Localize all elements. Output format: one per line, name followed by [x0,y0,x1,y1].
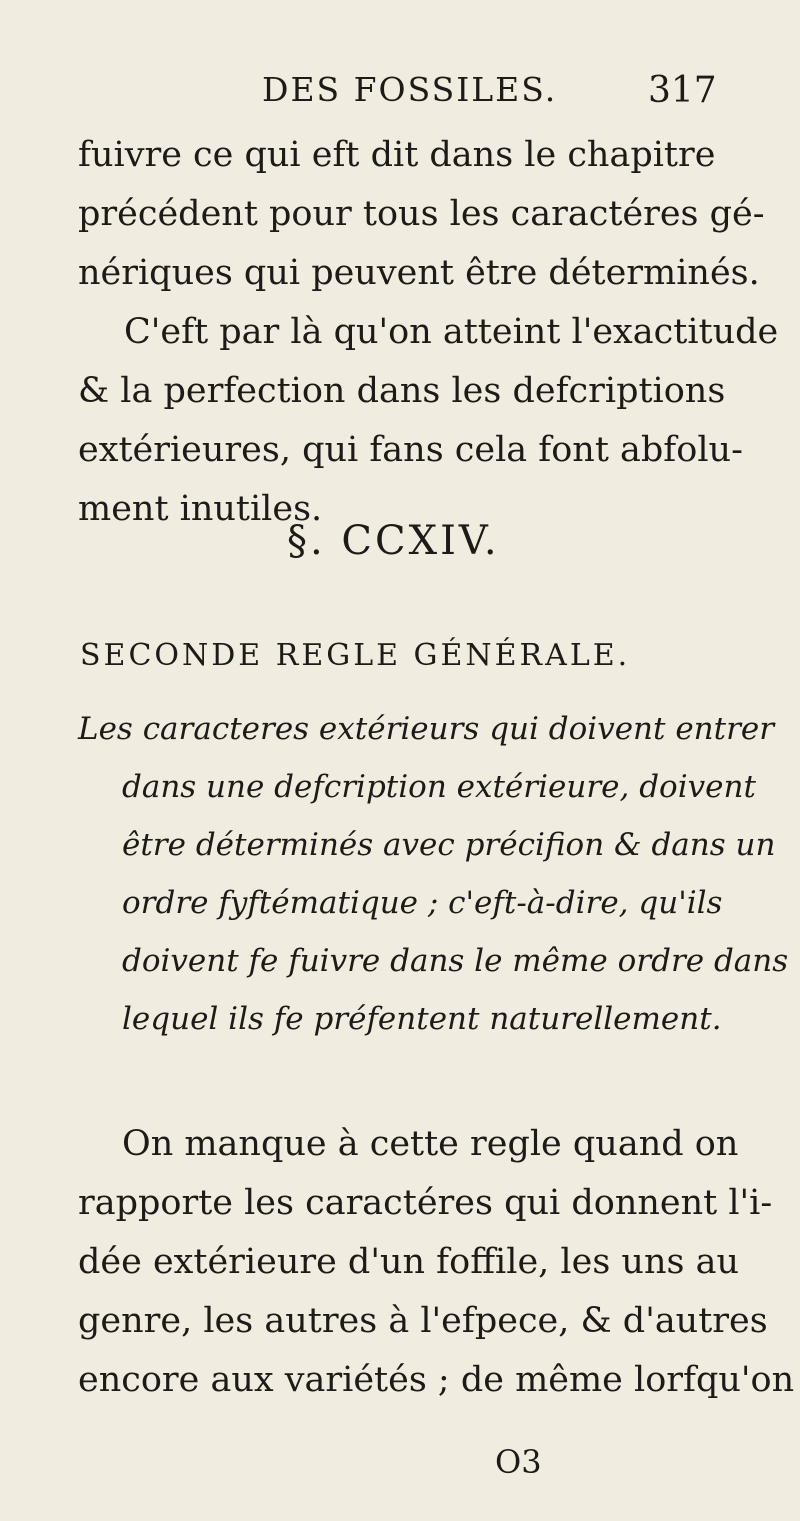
text-line: dée extérieure d'un foffile, les uns au [78,1242,739,1282]
page-header [0,70,800,120]
text-line: lequel ils fe préfentent naturellement. [122,1001,722,1037]
running-title: DES FOSSILES. [262,70,558,109]
text-line: ment inutiles. [78,489,323,529]
section-heading: SECONDE REGLE GÉNÉRALE. [80,638,631,673]
text-line: On manque à cette regle quand on [122,1124,739,1164]
text-line: doivent fe fuivre dans le même ordre dans [122,943,789,979]
text-line: genre, les autres à l'efpece, & d'autres [78,1301,768,1341]
text-line: dans une defcription extérieure, doivent [122,769,756,805]
text-line: C'eft par là qu'on atteint l'exactitude [124,312,779,352]
text-line: ordre fyftématique ; c'eft-à-dire, qu'ils [122,885,723,921]
text-line: nériques qui peuvent être déterminés. [78,253,760,293]
text-line: rapporte les caractéres qui donnent l'i- [78,1183,773,1223]
text-line: & la perfection dans les defcriptions [78,371,726,411]
text-line: extérieures, qui fans cela font abfolu- [78,430,743,470]
text-line: fuivre ce qui eft dit dans le chapitre [78,135,716,175]
page-number: 317 [648,70,717,111]
rule-statement [78,700,789,1048]
section-number: §. CCXIV. [287,518,500,564]
text-line: encore aux variétés ; de même lorfqu'on [78,1360,795,1400]
signature-mark: O3 [495,1443,542,1481]
paragraph-2 [78,1115,795,1410]
text-line: Les caracteres extérieurs qui doivent entrer [78,711,775,747]
text-line: être déterminés avec précifion & dans un [122,827,776,863]
text-line: précédent pour tous les caractéres gé- [78,194,765,234]
paragraph-1 [78,126,779,539]
